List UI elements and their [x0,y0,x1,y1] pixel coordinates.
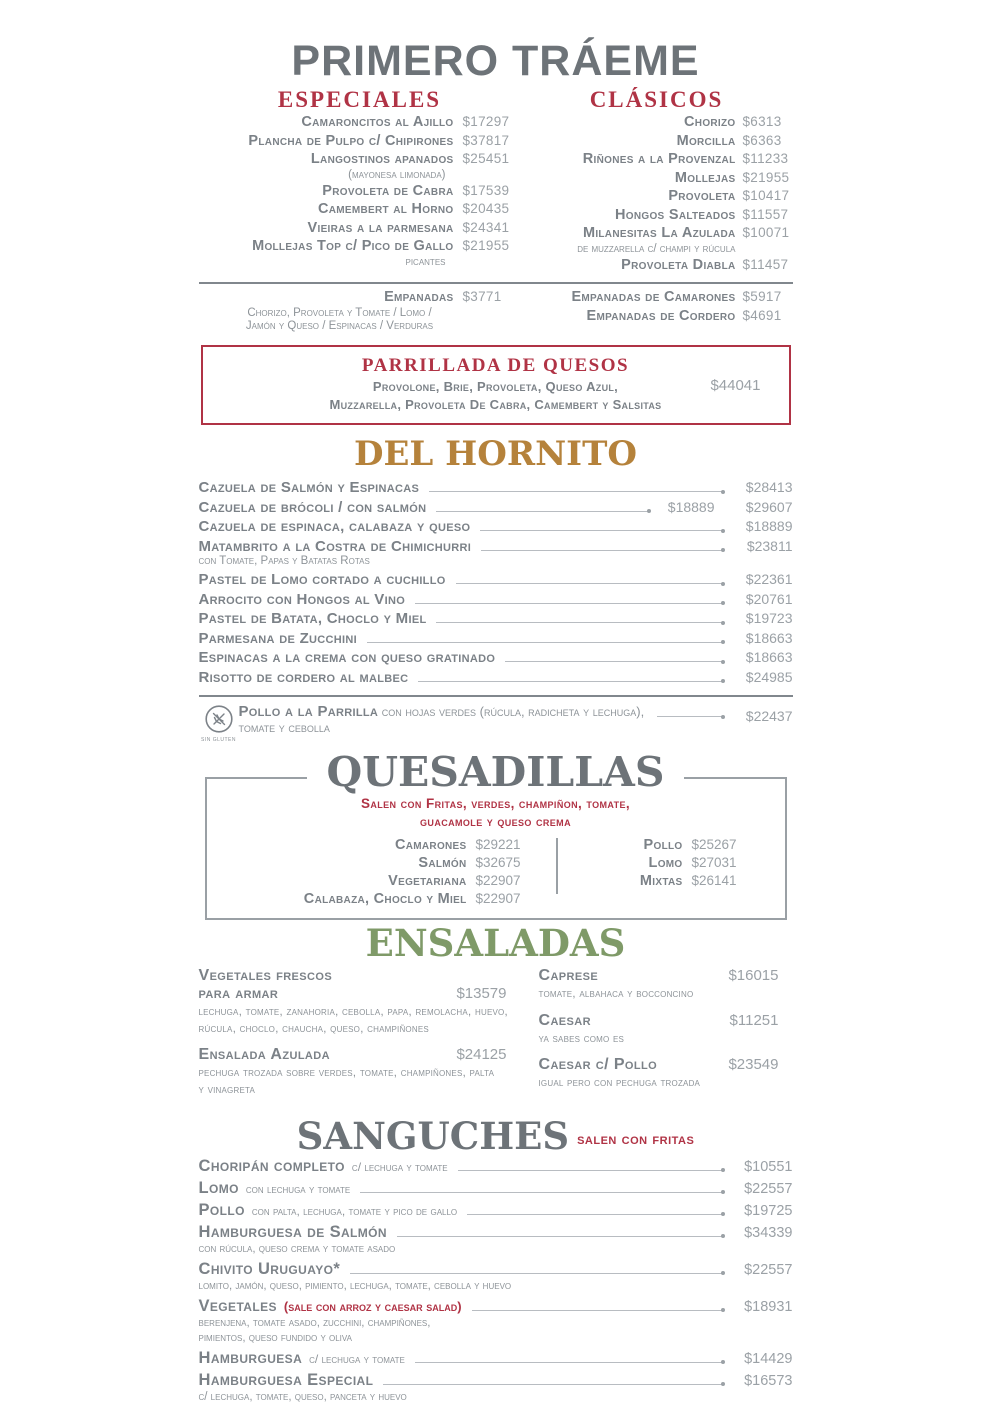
quesadillas-subtitle-line2: guacamole y queso crema [420,814,571,830]
item-name-desc [239,704,647,736]
item-sub-desc: con rúcula, queso crema y tomate asado [198,1242,396,1255]
item-desc: con hojas verdes (rúcula, radicheta y lechuga), tomate y cebolla [238,704,645,736]
item-name: Empanadas de Camarones [571,289,736,305]
item-name: Empanadas de Cordero [586,307,736,324]
item-name: Pastel de Batata, Choclo y Miel [198,610,427,628]
item-desc: lechuga, tomate, zanahoria, cebolla, papa, remolacha, huevo, rúcula, choclo, chaucha, queso, champiñones [198,1004,508,1035]
menu-item-row [199,1348,793,1370]
leader-line [350,1273,722,1274]
leader-line [436,622,722,623]
item-price: $27031 [691,855,737,871]
ensaladas-right-column [539,967,793,1107]
item-name: Vegetales [198,1296,277,1315]
item-name: Cazuela de Salmón y Espinacas [198,479,420,497]
menu-item-row [199,200,521,219]
item-price: $22361 [745,571,793,588]
item-name: Caprese [538,967,599,985]
menu-item-row [521,169,793,188]
menu-item-row [199,1259,793,1294]
item-price: $23811 [746,537,793,554]
item-price: $25267 [691,837,737,853]
item-name: Espinacas a la crema con queso gratinado [198,649,496,667]
leader-line [481,550,722,551]
item-sub-desc: pimientos, queso fundido y oliva [198,1331,352,1344]
item-price: $22557 [744,1261,793,1278]
menu-item-row [521,113,793,132]
item-name: Choripán completo [198,1156,345,1175]
item-name: Salmón [418,855,467,872]
empanadas-right-list [521,288,793,333]
clasicos-list [521,113,793,274]
item-name: Vieiras a la parmesana [307,219,454,236]
item-note: (mayonesa limonada) [348,168,446,181]
menu-page [199,0,793,1405]
item-name: Mollejas [674,169,736,186]
item-name: Langostinos apanados [310,151,454,167]
section-divider [199,695,793,697]
item-price: $32675 [475,855,521,871]
item-name: Cazuela de brócoli / con salmón [198,498,427,516]
item-price: $25451 [462,151,510,166]
item-price: $11233 [742,151,789,166]
item-note: Jamón y Queso / Espinacas / Verduras [245,319,434,332]
leader-line [360,1192,722,1193]
leader-line [657,716,723,717]
item-price: $22907 [475,891,521,907]
menu-item-block [539,1012,793,1047]
item-name: Morcilla [676,132,736,149]
item-name: Camaroncitos al Ajillo [301,114,454,130]
sanguches-header [199,1114,793,1159]
item-sub-desc: c/ lechuga, tomate, queso, panceta y huevo [198,1390,407,1403]
item-name: Provoleta [668,188,736,204]
menu-item-block [539,1056,793,1091]
item-price: $13579 [456,985,507,1003]
item-name: Riñones a la Provenzal [582,151,736,167]
parrillada-price: $44041 [710,376,761,394]
item-price: $6313 [742,114,782,129]
item-name: Camembert al Horno [317,201,454,217]
item-price: $11557 [742,206,789,222]
section-title-quesadillas: QUESADILLAS [307,751,685,794]
leader-line [367,642,723,643]
item-name: Caesar [538,1011,591,1029]
menu-item-row [199,182,521,201]
menu-item-row [584,872,754,890]
item-price: $5917 [742,289,782,304]
item-name: Hamburguesa de Salmón [198,1222,387,1241]
item-name: Ensalada Azulada [198,1046,330,1064]
item-note-red: (sale con arroz y caesar salad) [283,1298,462,1314]
item-price: $18931 [744,1298,793,1315]
leader-line [472,1310,723,1311]
item-name: Pollo a la Parrilla [238,703,379,721]
menu-item-row [199,1222,793,1257]
item-name: Provoleta de Cabra [322,182,454,199]
menu-item-row [521,288,793,307]
menu-item-row [199,668,793,688]
item-price: $37817 [462,132,510,148]
subheading-especiales: ESPECIALES [277,87,442,112]
section-title-del-hornito: DEL HORNITO [353,433,638,474]
menu-item-row [199,648,793,668]
item-price: $14429 [744,1350,793,1367]
leader-line [415,1362,723,1363]
item-desc: con lechuga y tomate [245,1181,351,1196]
item-name: Provoleta Diabla [621,256,736,273]
section-title-ensaladas: ENSALADAS [365,921,626,966]
menu-item-row [521,187,793,206]
item-price: $17539 [462,182,510,198]
item-name: para armar [198,985,279,1003]
item-note: picantes [405,255,446,268]
menu-item-row [238,836,538,854]
menu-item-row [199,570,793,590]
menu-item-row [199,113,521,132]
menu-item-row [199,237,521,269]
leader-line [480,530,722,531]
item-sub-desc: lomito, jamón, queso, pimiento, lechuga, tomate, cebolla y huevo [198,1279,512,1292]
menu-item-block [199,1046,539,1097]
gluten-free-label: SIN GLUTEN [200,737,236,744]
item-desc: con palta, lechuga, tomate y pico de gallo [251,1203,458,1218]
item-name: Parmesana de Zucchini [198,629,357,647]
menu-item-row [521,307,793,326]
menu-item-row [199,1178,793,1200]
item-desc: pechuga trozada sobre verdes, tomate, champiñones, palta y vinagreta [198,1065,495,1096]
leader-line [383,1384,722,1385]
menu-item-row [199,1370,793,1405]
item-price: $4691 [742,307,782,323]
item-price: $34339 [744,1224,793,1241]
menu-item-row [199,219,521,238]
subheading-clasicos: CLÁSICOS [589,87,724,112]
parrillada-desc-line2: Muzzarella, Provoleta De Cabra, Camembert y Salsitas [329,396,662,412]
parrillada-de-quesos-box [201,345,791,425]
sanguches-list [199,1156,793,1405]
leader-line [418,681,722,682]
menu-item-row [199,537,793,569]
item-price: $22437 [745,708,793,725]
menu-item-row [199,1296,793,1346]
menu-item-row [199,1200,793,1222]
item-name: Calabaza, Choclo y Miel [303,891,467,908]
item-price: $6363 [742,132,782,148]
item-name: Chorizo [684,114,736,130]
menu-item-row [199,590,793,610]
item-desc: igual pero con pechuga trozada [538,1075,701,1090]
leader-line [397,1236,723,1237]
item-price: $10071 [742,225,790,240]
leader-line [467,1214,722,1215]
menu-item-row [584,836,754,854]
item-price: $29221 [475,837,521,853]
item-name: Mollejas Top c/ Pico de Gallo [252,238,454,254]
item-name: Vegetales frescos [198,967,333,985]
item-note: Chorizo, Provoleta y Tomate / Lomo / [247,306,432,319]
item-name: Matambrito a la Costra de Chimichurri [198,537,472,555]
menu-item-row [199,498,793,518]
empanadas-block [199,288,793,333]
especiales-list [199,113,521,274]
pollo-a-la-parrilla-row [199,704,793,743]
ensaladas-left-column [199,967,539,1107]
item-name: Empanadas [384,289,454,305]
parrillada-desc-line1: Provolone, Brie, Provoleta, Queso Azul, [372,378,619,394]
parrillada-heading: PARRILLADA DE QUESOS [361,354,630,376]
menu-item-row [199,150,521,182]
item-price: $23549 [728,1056,779,1074]
quesadillas-subtitle-line1: Salen con Fritas, verdes, champiñon, tomate, [360,796,631,812]
item-name: Arrocito con Hongos al Vino [198,590,406,608]
leader-line [456,583,723,584]
item-name: Pollo [198,1200,245,1219]
item-price: $11457 [742,256,789,272]
leader-line [415,603,722,604]
item-sub-desc: berenjena, tomate asado, zucchini, champiñones, [198,1316,431,1329]
leader-line [505,661,722,662]
item-desc: tomate, albahaca y bocconcino [538,986,694,1001]
menu-item-row [238,854,538,872]
item-note: de muzzarella c/ champi y rúcula [577,242,736,255]
item-name: Lomo [648,855,683,872]
item-name: Caesar c/ Pollo [538,1056,658,1074]
item-name: Mixtas [639,873,683,890]
item-name: Camarones [394,837,467,854]
item-price: $26141 [691,873,737,889]
item-desc: ya sabes como es [538,1030,625,1045]
item-price: $24125 [456,1046,507,1064]
item-price: $20761 [745,590,793,607]
item-name: Chivito Uruguayo* [198,1259,341,1278]
menu-item-row [521,224,793,256]
menu-item-row [521,206,793,225]
menu-item-row [199,517,793,537]
menu-item-row [199,629,793,649]
item-price: $16015 [728,967,779,985]
menu-item-block [199,967,539,1036]
section-divider [199,282,793,284]
section-title-sanguches: SANGUCHES [296,1114,570,1159]
menu-item-row [238,890,538,908]
item-price: $11251 [729,1011,779,1029]
item-price: $29607 [745,498,793,515]
item-name: Vegetariana [388,873,467,890]
quesadillas-box [205,748,787,920]
item-name: Milanesitas La Azulada [582,225,736,241]
menu-item-row [199,132,521,151]
item-price: $28413 [745,479,793,496]
leader-line [429,491,722,492]
quesadillas-right-list [584,836,754,908]
item-price: $24341 [462,219,510,235]
item-price: $19725 [744,1202,793,1219]
menu-item-row [521,256,793,275]
item-price: $19723 [745,610,793,627]
menu-item-row [584,854,754,872]
item-desc: c/ lechuga y tomate [351,1159,448,1174]
item-price: $24985 [745,668,793,685]
item-price: $20435 [462,201,510,216]
item-price: $16573 [744,1372,793,1389]
item-name: Pollo [643,837,683,854]
item-note: con Tomate, Papas y Batatas Rotas [198,555,370,568]
item-price: $18663 [745,649,793,666]
quesadillas-left-list [238,836,538,908]
vertical-divider [556,838,558,894]
item-name: Hamburguesa [198,1348,303,1367]
menu-item-row [199,609,793,629]
item-price: $22557 [744,1180,793,1197]
item-price: $10417 [742,188,790,203]
menu-item-row [521,132,793,151]
item-price: $22907 [475,873,521,889]
item-price: $3771 [462,289,502,304]
section-title-primero-traeme: PRIMERO TRÁEME [291,37,700,85]
item-price: $18889 [745,518,793,535]
menu-item-row [199,478,793,498]
menu-item-block [539,967,793,1002]
item-name: Pastel de Lomo cortado a cuchillo [198,571,446,589]
item-name: Cazuela de espinaca, calabaza y queso [198,518,471,536]
menu-item-row [238,872,538,890]
item-desc: c/ lechuga y tomate [309,1351,405,1366]
menu-item-row [521,150,793,169]
item-name: Lomo [198,1178,239,1197]
item-price: $10551 [744,1158,793,1175]
item-price: $17297 [462,114,510,129]
item-name: Hongos Salteados [615,206,736,223]
item-name: Plancha de Pulpo c/ Chipirones [248,132,454,149]
item-price: $21955 [462,238,510,253]
item-price: $18663 [745,629,793,646]
item-name: Hamburguesa Especial [198,1370,374,1389]
sanguches-note: salen con fritas [577,1130,695,1148]
item-price-small: $18889 [667,498,715,515]
hornito-list [199,478,793,687]
gluten-free-icon [204,704,234,734]
item-name: Risotto de cordero al malbec [198,668,409,686]
menu-item-row [199,1156,793,1178]
leader-line [436,511,648,512]
item-price: $21955 [742,169,790,185]
leader-line [458,1170,723,1171]
